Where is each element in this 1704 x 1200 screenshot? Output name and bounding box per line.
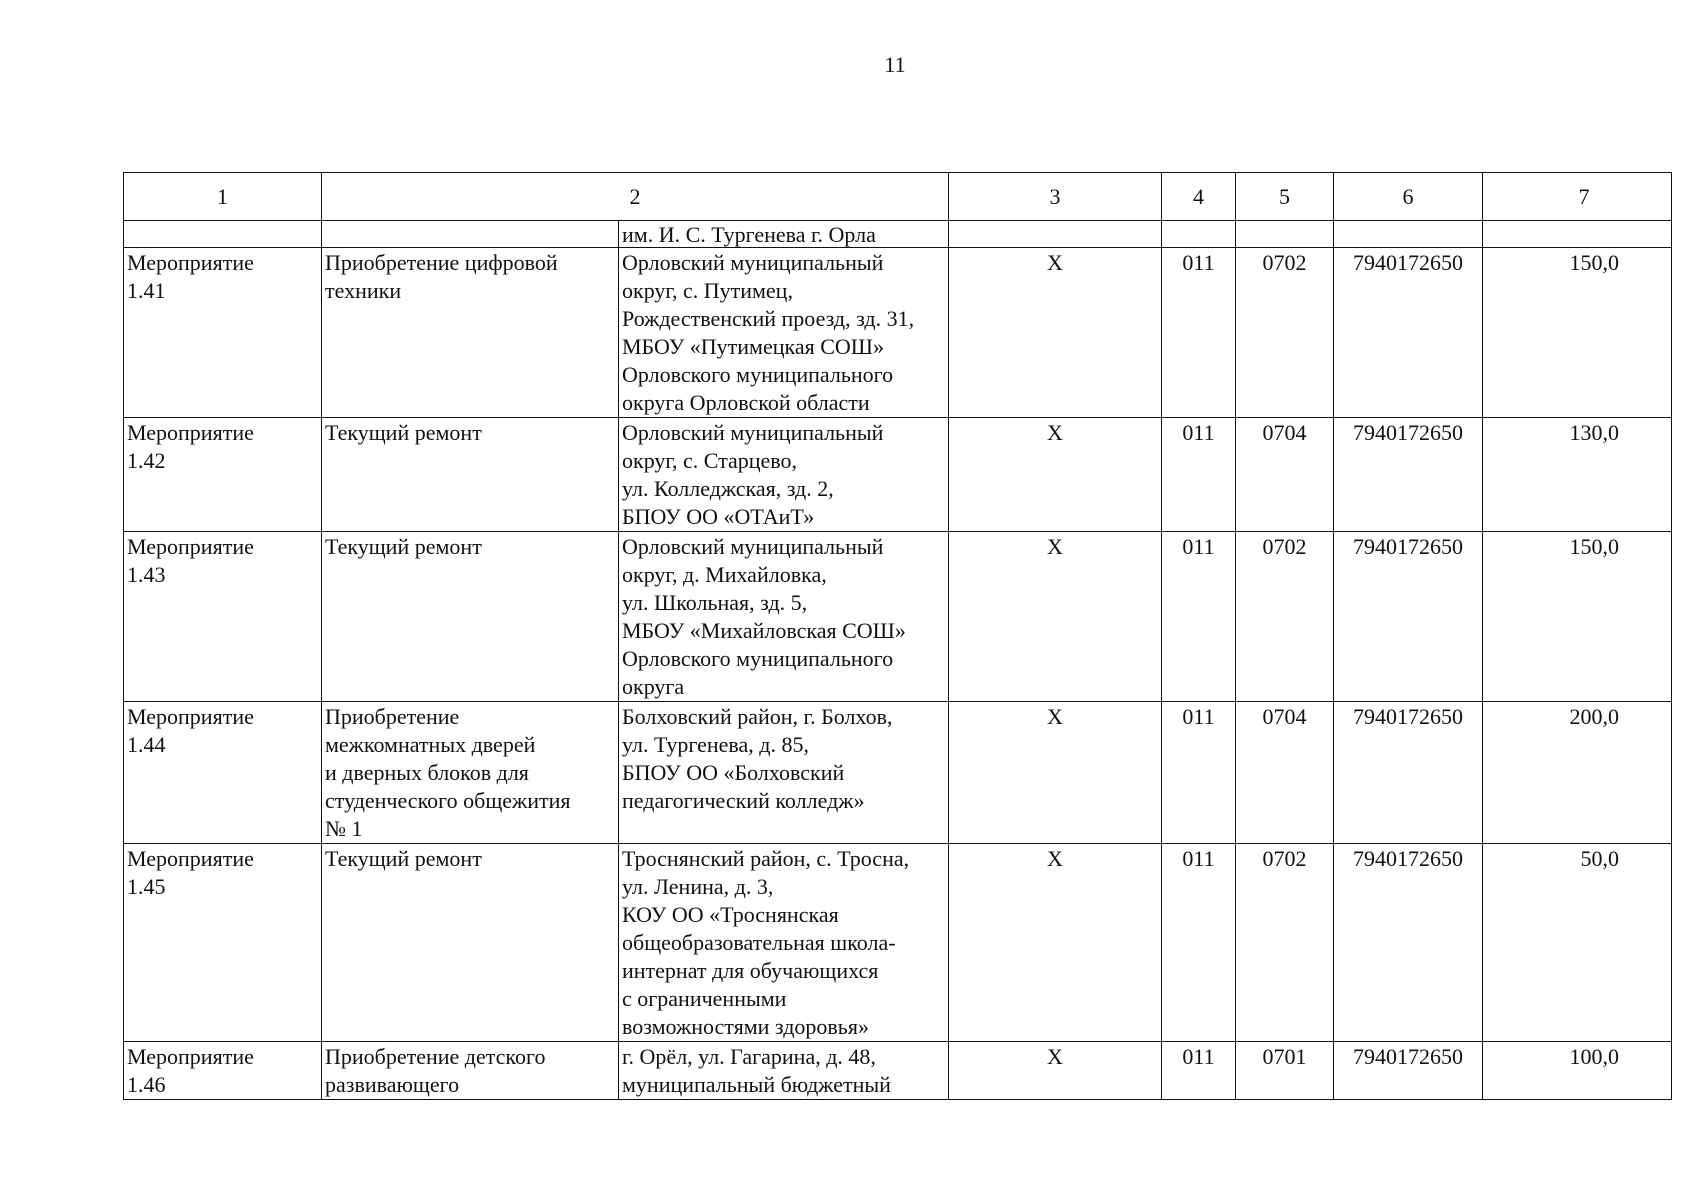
cell (1483, 221, 1672, 248)
cell-activity: Мероприятие 1.45 (124, 844, 322, 1042)
cell (1334, 221, 1483, 248)
cell-col-6: 7940172650 (1334, 248, 1483, 418)
cell-col-3: Х (949, 844, 1162, 1042)
cell (949, 221, 1162, 248)
table-row (124, 418, 1672, 532)
cell-address: им. И. С. Тургенева г. Орла (619, 221, 949, 248)
program-activities-table (123, 172, 1672, 1100)
header-col-3: 3 (949, 173, 1162, 221)
cell (1236, 221, 1334, 248)
cell-col-5: 0702 (1236, 844, 1334, 1042)
continuation-row (124, 221, 1672, 248)
cell-col-7: 130,0 (1483, 418, 1672, 532)
cell-col-6: 7940172650 (1334, 1042, 1483, 1100)
cell-col-4: 011 (1162, 532, 1236, 702)
cell-col-7: 100,0 (1483, 1042, 1672, 1100)
cell-activity: Мероприятие 1.43 (124, 532, 322, 702)
cell-col-7: 50,0 (1483, 844, 1672, 1042)
cell-col-6: 7940172650 (1334, 844, 1483, 1042)
cell-col-5: 0702 (1236, 532, 1334, 702)
cell-activity: Мероприятие 1.42 (124, 418, 322, 532)
cell-col-4: 011 (1162, 844, 1236, 1042)
cell-col-7: 150,0 (1483, 532, 1672, 702)
cell-col-7: 150,0 (1483, 248, 1672, 418)
cell-activity: Мероприятие 1.41 (124, 248, 322, 418)
table-row (124, 1042, 1672, 1100)
cell (1162, 221, 1236, 248)
cell-address: г. Орёл, ул. Гагарина, д. 48, муниципальный бюджетный (619, 1042, 949, 1100)
cell-description: Приобретение детского развивающего (322, 1042, 619, 1100)
header-col-5: 5 (1236, 173, 1334, 221)
table-header-row (124, 173, 1672, 221)
cell-col-5: 0702 (1236, 248, 1334, 418)
header-col-6: 6 (1334, 173, 1483, 221)
cell-description: Текущий ремонт (322, 844, 619, 1042)
cell-col-4: 011 (1162, 702, 1236, 844)
cell-address: Троснянский район, с. Тросна, ул. Ленина, д. 3, КОУ ОО «Троснянская общеобразовательная школа- интернат для обучающихся с ограниченными возможностями здоровья» (619, 844, 949, 1042)
cell-col-4: 011 (1162, 248, 1236, 418)
cell-col-3: Х (949, 248, 1162, 418)
cell-col-6: 7940172650 (1334, 418, 1483, 532)
cell-address: Болховский район, г. Болхов, ул. Тургенева, д. 85, БПОУ ОО «Болховский педагогический колледж» (619, 702, 949, 844)
table-row (124, 844, 1672, 1042)
cell (322, 221, 619, 248)
cell-col-5: 0701 (1236, 1042, 1334, 1100)
header-col-2: 2 (322, 173, 949, 221)
table-row (124, 248, 1672, 418)
cell-col-6: 7940172650 (1334, 702, 1483, 844)
cell-activity: Мероприятие 1.44 (124, 702, 322, 844)
cell-address: Орловский муниципальный округ, д. Михайловка, ул. Школьная, зд. 5, МБОУ «Михайловская СОШ» Орловского муниципального округа (619, 532, 949, 702)
cell-col-5: 0704 (1236, 702, 1334, 844)
cell-description: Текущий ремонт (322, 532, 619, 702)
cell-address: Орловский муниципальный округ, с. Старцево, ул. Колледжская, зд. 2, БПОУ ОО «ОТАиТ» (619, 418, 949, 532)
header-col-1: 1 (124, 173, 322, 221)
cell-col-7: 200,0 (1483, 702, 1672, 844)
header-col-7: 7 (1483, 173, 1672, 221)
cell-col-3: Х (949, 1042, 1162, 1100)
cell (124, 221, 322, 248)
cell-activity: Мероприятие 1.46 (124, 1042, 322, 1100)
cell-col-3: Х (949, 702, 1162, 844)
cell-col-3: Х (949, 532, 1162, 702)
cell-description: Приобретение цифровой техники (322, 248, 619, 418)
cell-description: Текущий ремонт (322, 418, 619, 532)
page-number: 11 (884, 52, 906, 77)
cell-address: Орловский муниципальный округ, с. Путимец, Рождественский проезд, зд. 31, МБОУ «Путимецкая СОШ» Орловского муниципального округа Орловской области (619, 248, 949, 418)
cell-col-4: 011 (1162, 418, 1236, 532)
cell-description: Приобретение межкомнатных дверей и дверных блоков для студенческого общежития № 1 (322, 702, 619, 844)
cell-col-5: 0704 (1236, 418, 1334, 532)
cell-col-4: 011 (1162, 1042, 1236, 1100)
cell-col-6: 7940172650 (1334, 532, 1483, 702)
table-row (124, 532, 1672, 702)
header-col-4: 4 (1162, 173, 1236, 221)
cell-col-3: Х (949, 418, 1162, 532)
table-row (124, 702, 1672, 844)
